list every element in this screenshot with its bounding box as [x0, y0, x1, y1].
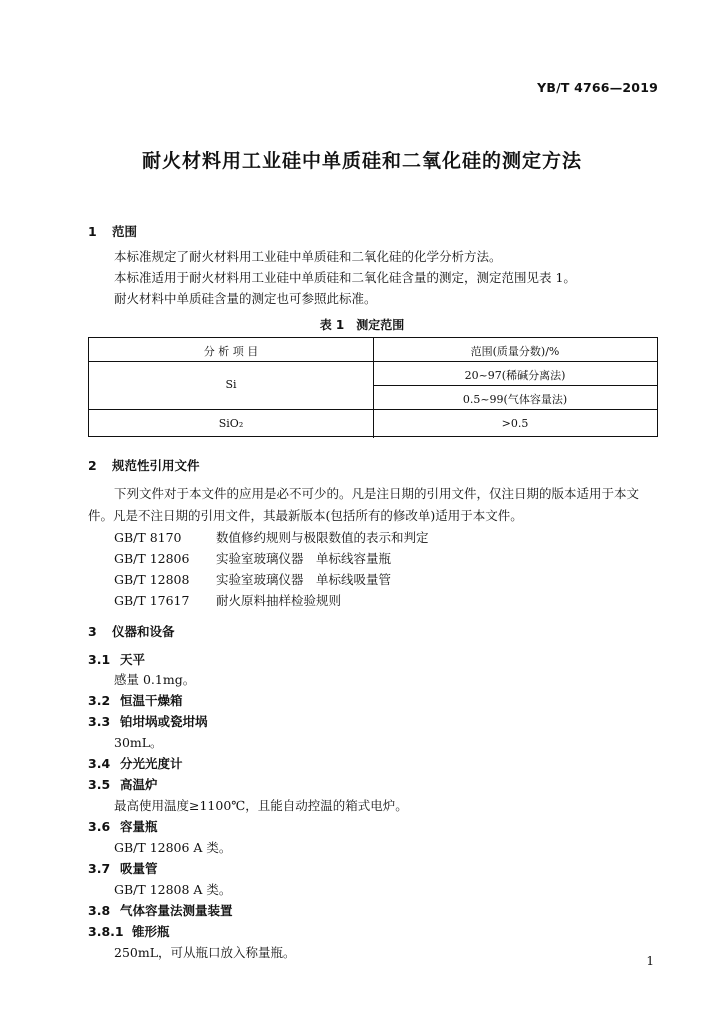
table-caption: 表 1 测定范围	[319, 318, 405, 332]
subsection-number: 3.8	[88, 903, 111, 918]
standard-code: YB/T 4766—2019	[537, 80, 658, 95]
paragraph: 耐火材料中单质硅含量的测定也可参照此标准。	[114, 291, 377, 306]
paragraph: 250mL，可从瓶口放入称量瓶。	[114, 945, 296, 960]
reference-item	[114, 528, 429, 546]
subsection-number: 3.5	[88, 777, 111, 792]
section-title: 仪器和设备	[112, 624, 175, 639]
reference-code: GB/T 12808	[114, 572, 190, 587]
document-title: 耐火材料用工业硅中单质硅和二氧化硅的测定方法	[141, 150, 582, 172]
table-cell-range: 20~97(稀碱分离法)	[464, 369, 566, 382]
section-title: 范围	[112, 224, 138, 239]
section-number: 1	[88, 224, 97, 239]
reference-title: 耐火原料抽样检验规则	[216, 593, 342, 608]
reference-title: 数值修约规则与极限数值的表示和判定	[216, 530, 429, 545]
page-number: 1	[646, 954, 654, 968]
reference-item	[114, 591, 341, 609]
subsection-number: 3.3	[88, 714, 111, 729]
subsection-heading	[88, 901, 233, 919]
table-divider	[373, 385, 657, 386]
subsubsection-number: 3.8.1	[88, 924, 124, 939]
subsection-number: 3.2	[88, 693, 111, 708]
table-cell-item: SiO₂	[218, 417, 244, 430]
subsection-title: 恒温干燥箱	[120, 693, 183, 708]
reference-code: GB/T 8170	[114, 530, 182, 545]
section-2-heading	[88, 456, 200, 474]
paragraph: 本标准适用于耐火材料用工业硅中单质硅和二氧化硅含量的测定，测定范围见表 1。	[114, 270, 576, 285]
subsection-title: 天平	[120, 652, 146, 667]
table-cell-range: 0.5~99(气体容量法)	[462, 393, 568, 406]
reference-item	[114, 549, 391, 567]
reference-code: GB/T 12806	[114, 551, 190, 566]
measurement-range-table	[88, 337, 658, 437]
table-cell-range: >0.5	[501, 417, 529, 430]
subsection-heading	[88, 817, 158, 835]
subsubsection-title: 锥形瓶	[132, 924, 170, 939]
subsection-number: 3.6	[88, 819, 111, 834]
subsection-number: 3.4	[88, 756, 111, 771]
table-divider	[89, 361, 657, 362]
paragraph: 感量 0.1mg。	[114, 672, 196, 687]
subsection-number: 3.1	[88, 652, 111, 667]
subsection-title: 高温炉	[120, 777, 158, 792]
subsubsection-heading	[88, 922, 170, 940]
section-title: 规范性引用文件	[112, 458, 200, 473]
paragraph: GB/T 12806 A 类。	[114, 840, 232, 855]
reference-title: 实验室玻璃仪器 单标线容量瓶	[216, 551, 392, 566]
subsection-heading	[88, 859, 158, 877]
paragraph: 下列文件对于本文件的应用是必不可少的。凡是注日期的引用文件，仅注日期的版本适用于本文	[114, 486, 640, 501]
section-3-heading	[88, 622, 175, 640]
paragraph: 本标准规定了耐火材料用工业硅中单质硅和二氧化硅的化学分析方法。	[114, 249, 502, 264]
section-1-heading	[88, 222, 137, 240]
subsection-title: 气体容量法测量装置	[120, 903, 233, 918]
subsection-heading	[88, 754, 183, 772]
table-header: 分 析 项 目	[203, 345, 259, 358]
subsection-title: 铂坩埚或瓷坩埚	[120, 714, 208, 729]
table-cell-item: Si	[225, 378, 237, 391]
reference-item	[114, 570, 391, 588]
subsection-heading	[88, 775, 158, 793]
subsection-number: 3.7	[88, 861, 111, 876]
reference-title: 实验室玻璃仪器 单标线吸量管	[216, 572, 392, 587]
table-header: 范围(质量分数)/%	[470, 345, 560, 358]
paragraph: GB/T 12808 A 类。	[114, 882, 232, 897]
subsection-heading	[88, 691, 183, 709]
paragraph: 30mL。	[114, 735, 163, 750]
paragraph: 件。凡是不注日期的引用文件，其最新版本(包括所有的修改单)适用于本文件。	[88, 508, 523, 523]
subsection-title: 吸量管	[120, 861, 158, 876]
table-divider	[89, 409, 657, 410]
section-number: 2	[88, 458, 97, 473]
subsection-title: 容量瓶	[120, 819, 158, 834]
section-number: 3	[88, 624, 97, 639]
subsection-heading	[88, 712, 208, 730]
subsection-title: 分光光度计	[120, 756, 183, 771]
paragraph: 最高使用温度≥1100℃，且能自动控温的箱式电炉。	[114, 798, 408, 813]
subsection-heading	[88, 650, 145, 668]
reference-code: GB/T 17617	[114, 593, 190, 608]
